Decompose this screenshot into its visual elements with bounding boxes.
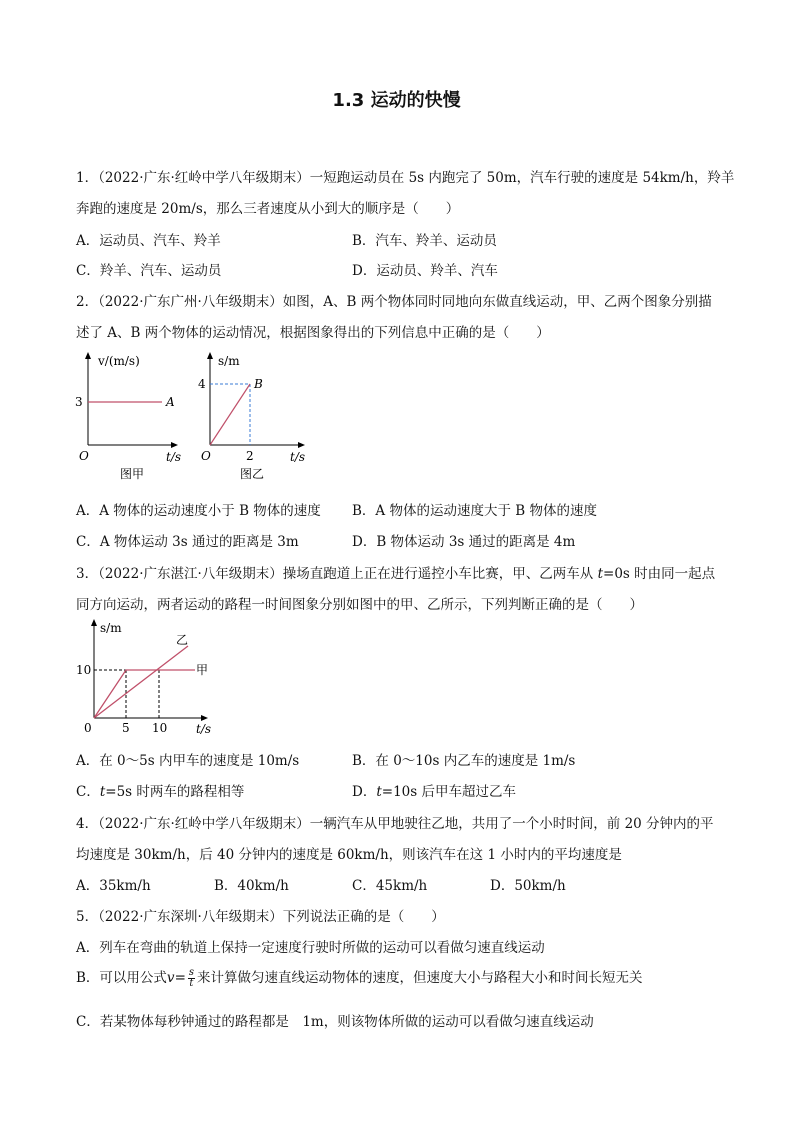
q3-line-yi <box>94 646 188 718</box>
q3-stem-line1 <box>76 562 715 582</box>
q5-formula-den: t <box>189 978 194 989</box>
graph-yi-origin: O <box>201 449 211 463</box>
q5-formula-num: s <box>188 967 195 978</box>
graph-jia-caption: 图甲 <box>120 467 145 481</box>
q3-x10: 10 <box>152 721 168 735</box>
q1-option-c[interactable]: C．羚羊、汽车、运动员 <box>76 263 222 279</box>
q3-stem-part1: 3．（2022·广东湛江·八年级期末）操场直跑道上正在进行遥控小车比赛，甲、乙两车从 <box>76 566 598 582</box>
q3-stem-part2: =0s 时由同一起点 <box>603 566 716 582</box>
graph-jia-value: 3 <box>75 395 83 409</box>
q2-option-d[interactable]: D．B 物体运动 3s 通过的距离是 4m <box>352 534 576 550</box>
q5-option-c[interactable]: C．若某物体每秒钟通过的路程都是 1m，则该物体所做的运动可以看做匀速直线运动 <box>76 1014 594 1030</box>
q5-option-a[interactable]: A．列车在弯曲的轨道上保持一定速度行驶时所做的运动可以看做匀速直线运动 <box>76 940 545 956</box>
q5-option-b-part1: B．可以用公式 <box>76 970 167 986</box>
q3-option-b[interactable]: B．在 0～10s 内乙车的速度是 1m/s <box>352 753 576 769</box>
q2-option-b[interactable]: B．A 物体的运动速度大于 B 物体的速度 <box>352 503 597 519</box>
graph-yi-caption: 图乙 <box>240 467 265 481</box>
q2-stem-line2: 述了 A、B 两个物体的运动情况，根据图象得出的下列信息中正确的是（ ） <box>76 325 550 341</box>
q4-option-c[interactable]: C．45km/h <box>352 878 428 894</box>
graph-jia-ylabel: v/(m/s) <box>98 354 140 368</box>
q3-series-jia: 甲 <box>196 663 209 677</box>
q1-option-a[interactable]: A．运动员、汽车、羚羊 <box>76 233 221 249</box>
q4-option-d[interactable]: D．50km/h <box>490 878 566 894</box>
q4-stem-line1: 4．（2022·广东·红岭中学八年级期末）一辆汽车从甲地驶往乙地，共用了一个小时时间，前 20 分钟内的平 <box>76 816 714 832</box>
graph-jia <box>75 354 181 481</box>
page-title: 1.3 运动的快慢 <box>332 90 461 111</box>
q5-stem-line1: 5．（2022·广东深圳·八年级期末）下列说法正确的是（ ） <box>76 909 445 925</box>
q5-formula-eq: = <box>174 970 186 986</box>
q3-option-c-prefix: C． <box>76 784 100 800</box>
q3-option-d-t: t <box>376 784 382 800</box>
q1-option-d[interactable]: D．运动员、羚羊、汽车 <box>352 263 498 279</box>
q3-stem-t: t <box>597 566 604 582</box>
graph-yi-series: B <box>254 377 263 391</box>
q5-option-b-part2: 来计算做匀速直线运动物体的速度，但速度大小与路程大小和时间长短无关 <box>197 970 643 986</box>
graph-yi-line-b <box>210 384 250 445</box>
q1-stem-line1: 1．（2022·广东·红岭中学八年级期末）一短跑运动员在 5s 内跑完了 50m，汽车行驶的速度是 54km/h，羚羊 <box>76 170 735 186</box>
q2-option-c[interactable]: C．A 物体运动 3s 通过的距离是 3m <box>76 534 299 550</box>
graph-yi-ylabel: s/m <box>218 354 240 368</box>
graph-yi-yvalue: 4 <box>198 377 206 391</box>
q3-xlabel: t/s <box>196 722 212 736</box>
q2-stem-line1: 2．（2022·广东广州·八年级期末）如图，A、B 两个物体同时同地向东做直线运动，甲、乙两个图象分别描 <box>76 294 712 310</box>
q3-ylabel: s/m <box>100 621 122 635</box>
q3-figure <box>70 618 220 740</box>
graph-jia-series: A <box>166 395 175 409</box>
q4-stem-line2: 均速度是 30km/h，后 40 分钟内的速度是 60km/h，则该汽车在这 1 小时内的平均速度是 <box>76 847 622 863</box>
q3-y10: 10 <box>76 663 92 677</box>
q3-option-c[interactable] <box>76 780 244 800</box>
q3-option-a[interactable]: A．在 0～5s 内甲车的速度是 10m/s <box>76 753 300 769</box>
q1-option-b[interactable]: B．汽车、羚羊、运动员 <box>352 233 497 249</box>
q5-formula-fraction <box>188 968 195 989</box>
graph-yi-xlabel: t/s <box>290 450 306 464</box>
q4-option-b[interactable]: B．40km/h <box>214 878 289 894</box>
q3-series-yi: 乙 <box>176 633 189 647</box>
q3-stem-line2: 同方向运动，两者运动的路程一时间图象分别如图中的甲、乙所示，下列判断正确的是（ ） <box>76 597 643 613</box>
q3-x5: 5 <box>122 721 130 735</box>
graph-jia-origin: O <box>79 449 89 463</box>
q3-option-d-prefix: D． <box>352 784 377 800</box>
q5-formula-v: v <box>166 970 175 986</box>
q3-line-jia <box>94 670 195 718</box>
graph-jia-xlabel: t/s <box>166 450 182 464</box>
graph-yi <box>198 354 305 481</box>
q3-option-c-t: t <box>99 784 106 800</box>
q3-origin: 0 <box>84 721 92 735</box>
q5-option-b[interactable] <box>76 966 643 989</box>
q4-option-a[interactable]: A．35km/h <box>76 878 151 894</box>
q2-figures <box>70 350 320 490</box>
q2-option-a[interactable]: A．A 物体的运动速度小于 B 物体的速度 <box>76 503 321 519</box>
q3-option-d-text: =10s 后甲车超过乙车 <box>381 784 516 800</box>
q3-option-d[interactable] <box>352 780 516 800</box>
q3-option-c-text: =5s 时两车的路程相等 <box>105 784 245 800</box>
q1-stem-line2: 奔跑的速度是 20m/s，那么三者速度从小到大的顺序是（ ） <box>76 201 460 217</box>
graph-yi-xvalue: 2 <box>246 449 254 463</box>
